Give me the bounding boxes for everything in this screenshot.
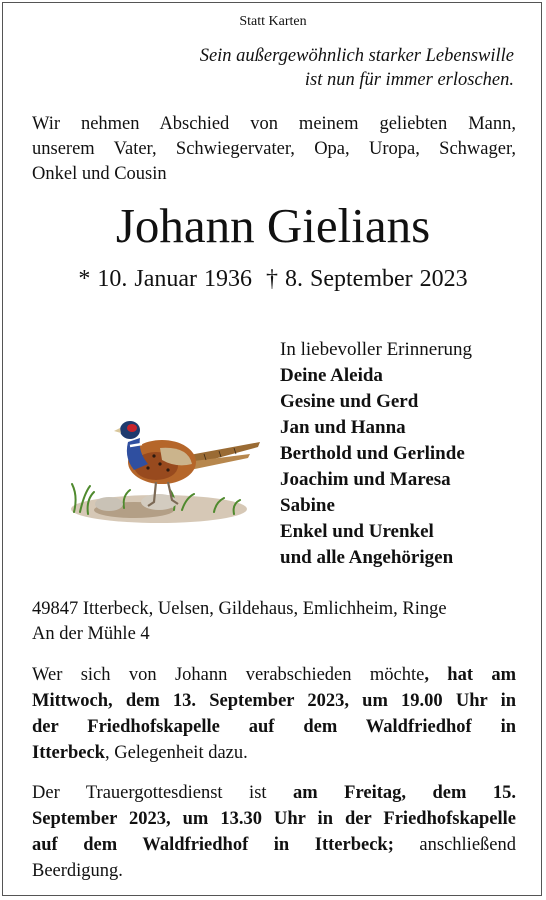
address-line-2: An der Mühle 4	[32, 624, 150, 644]
service-line-1	[32, 780, 516, 806]
intro-line-2: unserem Vater, Schwiegervater, Opa, Uropa, Schwager,	[32, 139, 516, 159]
motto-line-2: ist nun für immer erloschen.	[304, 70, 514, 90]
farewell-place: Itterbeck	[32, 743, 105, 763]
deceased-name: Johann Gielians	[115, 198, 431, 253]
service-paragraph	[32, 780, 516, 884]
mourner-name: Sabine	[280, 495, 335, 516]
pheasant-illustration-icon	[64, 384, 264, 534]
mourner-name: Berthold und Gerlinde	[280, 443, 465, 464]
intro-line-1: Wir nehmen Abschied von meinem geliebten Mann,	[32, 114, 516, 134]
mourners-list	[280, 337, 472, 571]
birth-date: * 10. Januar 1936	[78, 266, 252, 292]
intro-line-3: Onkel und Cousin	[32, 164, 167, 184]
death-date: † 8. September 2023	[266, 266, 468, 292]
mourner-name: Joachim und Maresa	[280, 469, 451, 490]
statt-karten-label: Statt Karten	[239, 14, 307, 29]
mourner-name: Deine Aleida	[280, 365, 383, 386]
farewell-line-2: Mittwoch, dem 13. September 2023, um 19.00 Uhr in	[32, 691, 516, 711]
address-line-1: 49847 Itterbeck, Uelsen, Gildehaus, Emlichheim, Ringe	[32, 599, 447, 619]
mourner-name: und alle Angehörigen	[280, 547, 454, 568]
farewell-text: Wer sich von Johann verabschieden möchte	[32, 665, 425, 685]
service-line-2: September 2023, um 13.30 Uhr in der Friedhofskapelle	[32, 809, 516, 829]
farewell-bold: , hat am	[424, 665, 516, 685]
mourner-name: Enkel und Urenkel	[280, 521, 434, 542]
intro-text	[32, 112, 516, 187]
farewell-line-4	[32, 740, 516, 766]
service-place: auf dem Waldfriedhof in Itterbeck;	[32, 835, 394, 855]
motto-quote	[200, 44, 514, 92]
farewell-tail: , Gelegenheit dazu.	[104, 743, 248, 763]
motto-line-1: Sein außergewöhnlich starker Lebenswille	[199, 46, 514, 66]
service-line-3	[32, 832, 516, 858]
service-bold: am Freitag, dem 15.	[293, 783, 516, 803]
life-dates	[0, 264, 546, 294]
service-line-4: Beerdigung.	[32, 861, 123, 881]
family-address	[32, 597, 447, 647]
farewell-line-3: der Friedhofskapelle auf dem Waldfriedhof in	[32, 717, 516, 737]
service-tail: anschließend	[393, 835, 516, 855]
farewell-line-1	[32, 662, 516, 688]
service-text: Der Trauergottesdienst ist	[32, 783, 294, 803]
mourner-name: Gesine und Gerd	[280, 391, 419, 412]
mourner-name: Jan und Hanna	[280, 417, 406, 438]
farewell-paragraph	[32, 662, 516, 766]
remembrance-lead: In liebevoller Erinnerung	[280, 339, 473, 360]
